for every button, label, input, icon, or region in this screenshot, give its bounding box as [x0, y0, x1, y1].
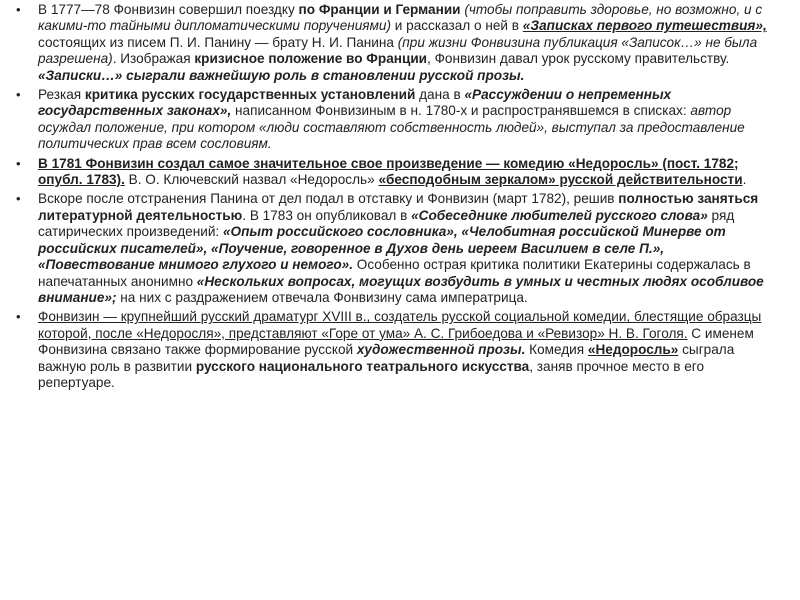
text-segment: . В 1783 он опубликовал в [242, 207, 412, 223]
text-segment: дана в [415, 87, 465, 103]
bullet-paragraph-5 [14, 309, 770, 391]
text-segment: полностью заняться литературной деятельностью [38, 191, 759, 223]
text-segment: художественной прозы. [356, 342, 526, 358]
text-segment: Особенно острая критика политики Екатерины содержалась в напечатанных анонимно [38, 257, 751, 289]
text-segment: «Собеседнике любителей русского слова» [411, 207, 708, 223]
text-segment: кризисное положение во Франции [194, 51, 428, 67]
text-segment: автор осуждал положение, при котором «люди составляют собственность людей», выступал за предоставление политических прав всем сословиям. [38, 103, 745, 152]
text-segment: и рассказал о ней в [390, 18, 523, 34]
text-segment: критика русских государственных установлений [84, 87, 416, 103]
text-segment: В. О. Ключевский назвал «Недоросль» [124, 172, 379, 188]
text-segment: «Записках первого путешествия», [522, 18, 767, 34]
text-segment: Вскоре после отстранения Панина от дел подал в отставку и Фонвизин (март 1782), решив [38, 191, 619, 207]
text-segment: «Опыт российского сословника», «Челобитная российской Минерве от российских писателей», «Поучение, говоренное в Духов день иереем Василием в селе П.», «Повествование мнимого глухого и немого». [38, 224, 726, 273]
bullet-icon: • [16, 2, 21, 17]
text-segment: В 1781 Фонвизин создал самое значительное свое произведение — комедию «Недоросль» (пост. 1782; опубл. 1783). [38, 155, 739, 188]
text-segment: ряд сатирических произведений: [38, 207, 735, 240]
text-segment: состоящих из писем П. И. Панину — брату Н. И. Панина [38, 34, 398, 50]
text-segment: . Изображая [112, 51, 195, 67]
text-segment: Фонвизин — крупнейший русский драматург XVIII в., создатель русской социальной комедии, блестящие образцы которой, после «Недоросля», представляют «Горе от ума» А. С. Грибоедова и «Ревизор» Н. В. Гоголя. [38, 309, 762, 341]
bullet-list [14, 2, 770, 391]
text-segment: Комедия [525, 342, 588, 358]
text-segment: (чтобы поправить здоровье, но возможно, и с какими-то тайными дипломатическими поручениями) [38, 2, 763, 34]
bullet-icon: • [16, 191, 21, 207]
text-segment: С именем Фонвизина связано также формирование русской [38, 325, 754, 358]
text-segment: (при жизни Фонвизина публикация «Записок…» не была разрешена) [38, 34, 758, 67]
text-segment: сыграла важную роль в развитии [38, 342, 735, 374]
text-segment: Резкая [38, 87, 85, 103]
text-segment: . [742, 172, 747, 188]
bullet-paragraph-1 [14, 2, 770, 84]
text-segment: русского национального театрального искусства [195, 358, 530, 374]
text-segment: по Франции и Германии [298, 2, 461, 17]
bullet-paragraph-2 [14, 87, 770, 153]
bullet-icon: • [16, 309, 21, 325]
text-segment: «Нескольких вопросах, могущих возбудить в умных и честных людях особливое внимание»; [38, 273, 764, 305]
text-segment: , заняв прочное место в его репертуаре. [38, 358, 705, 390]
text-segment: В 1777—78 Фонвизин совершил поездку [38, 2, 299, 17]
text-segment: «бесподобным зеркалом» русской действительности [378, 172, 743, 188]
text-segment: «Рассуждении о непременных государственных законах», [38, 87, 672, 119]
text-segment: написанном Фонвизиным в н. 1780-х и распространявшемся в списках: [231, 103, 691, 119]
bullet-paragraph-3 [14, 156, 770, 189]
text-segment: «Записки…» сыграли важнейшую роль в становлении русской прозы. [38, 67, 525, 83]
text-segment: на них с раздражением отвечала Фонвизину сама императрица. [116, 289, 528, 305]
bullet-paragraph-4 [14, 191, 770, 306]
text-segment: «Недоросль» [587, 342, 679, 358]
bullet-icon: • [16, 155, 21, 171]
text-segment: , Фонвизин давал урок русскому правительству. [427, 51, 730, 67]
bullet-icon: • [16, 87, 21, 103]
